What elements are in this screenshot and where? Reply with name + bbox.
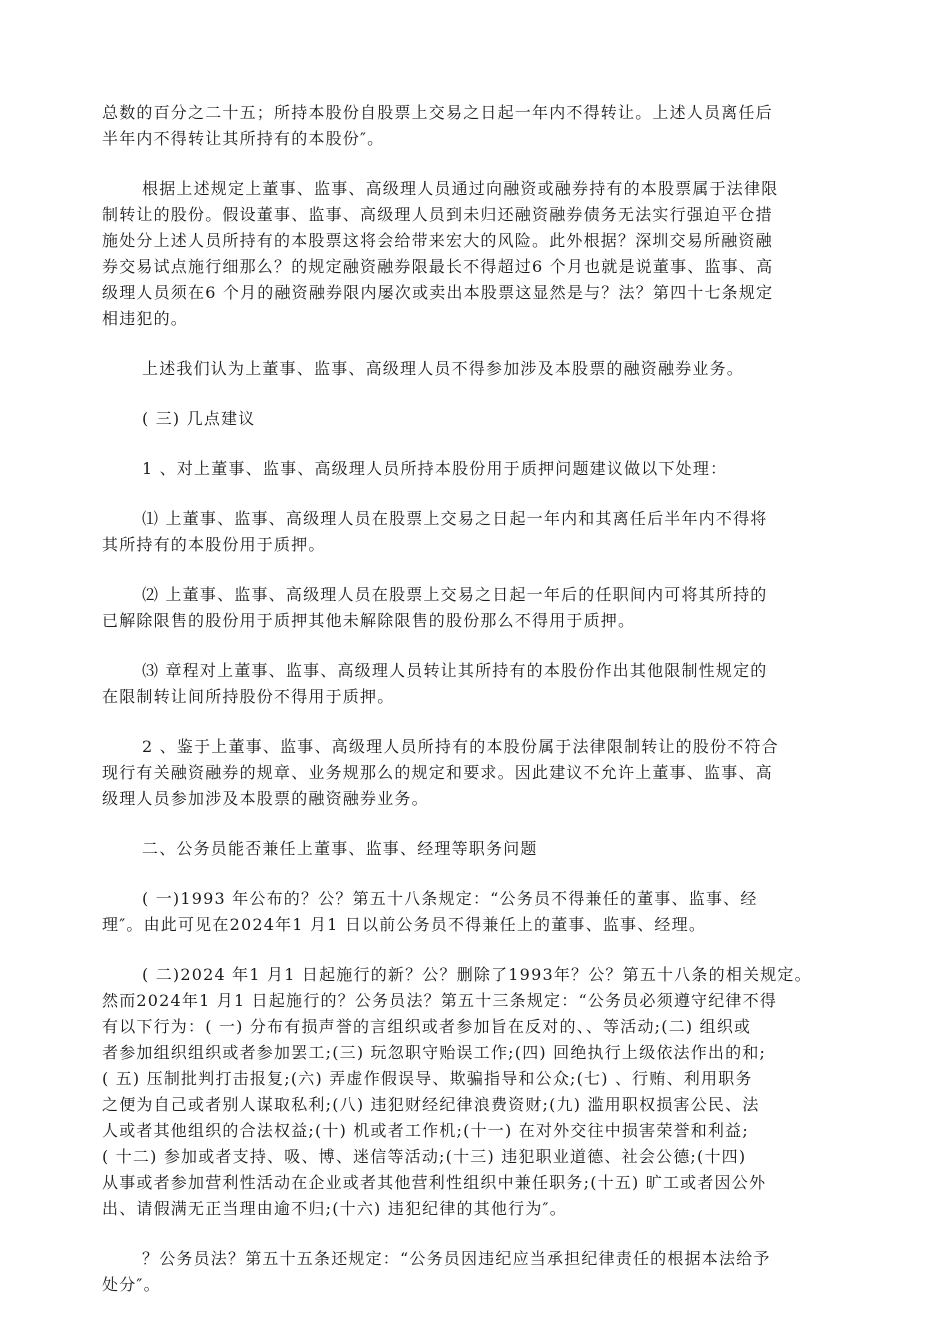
- paragraph: [102, 506, 854, 558]
- text-line: 人或者其他组织的合法权益;(十) 机或者工作机;(十一) 在对外交往中损害荣誉和利益;: [102, 1121, 749, 1140]
- text-line: 施处分上述人员所持有的本股票这将会给带来宏大的风险。此外根据？深圳交易所融资融: [102, 231, 773, 250]
- text-line: 现行有关融资融券的规章、业务规那么的规定和要求。因此建议不允许上董事、监事、高: [102, 763, 773, 782]
- text-line: 理″。由此可见在2024年1 月1 日以前公务员不得兼任上的董事、监事、经理。: [102, 915, 707, 934]
- text-line: 制转让的股份。假设董事、监事、高级理人员到未归还融资融券债务无法实行强迫平仓措: [102, 205, 773, 224]
- text-line: 1 、对上董事、监事、高级理人员所持本股份用于质押问题建议做以下处理：: [142, 459, 728, 478]
- text-line: 级理人员须在6 个月的融资融券限内屡次或卖出本股票这显然是与？法？第四十七条规定: [102, 283, 774, 302]
- paragraph: [102, 658, 854, 710]
- paragraph: [102, 886, 854, 938]
- text-line: ⑴ 上董事、监事、高级理人员在股票上交易之日起一年内和其离任后半年内不得将: [142, 509, 768, 528]
- paragraph: [102, 962, 854, 1222]
- text-line: ( 五) 压制批判打击报复;(六) 弄虚作假误导、欺骗指导和公众;(七) 、行贿、利用职务: [102, 1069, 753, 1088]
- text-line: 2 、鉴于上董事、监事、高级理人员所持有的本股份属于法律限制转让的股份不符合: [142, 737, 779, 756]
- text-line: 在限制转让间所持股份不得用于质押。: [102, 687, 395, 706]
- text-line: 有以下行为：( 一) 分布有损声誉的言组织或者参加旨在反对的、、等活动;(二) 组织或: [102, 1017, 752, 1036]
- text-line: ( 十二) 参加或者支持、吸、博、迷信等活动;(十三) 违犯职业道德、社会公德;(十四): [102, 1147, 747, 1166]
- text-line: 级理人员参加涉及本股票的融资融券业务。: [102, 789, 429, 808]
- text-line: 已解除限售的股份用于质押其他未解除限售的股份那么不得用于质押。: [102, 611, 636, 630]
- paragraph: [102, 456, 854, 482]
- text-line: 上述我们认为上董事、监事、高级理人员不得参加涉及本股票的融资融券业务。: [142, 359, 745, 378]
- paragraph: [102, 406, 854, 432]
- paragraph: [102, 1246, 854, 1298]
- text-line: 二、公务员能否兼任上董事、监事、经理等职务问题: [142, 839, 538, 858]
- text-line: 从事或者参加营利性活动在企业或者其他营利性组织中兼任职务;(十五) 旷工或者因公外: [102, 1173, 767, 1192]
- text-line: 相违犯的。: [102, 309, 189, 328]
- text-line: 根据上述规定上董事、监事、高级理人员通过向融资或融券持有的本股票属于法律限: [142, 179, 779, 198]
- text-line: 之便为自己或者别人谋取私利;(八) 违犯财经纪律浪费资财;(九) 滥用职权损害公民、法: [102, 1095, 760, 1114]
- text-line: 券交易试点施行细那么？的规定融资融券限最长不得超过6 个月也就是说董事、监事、高: [102, 257, 774, 276]
- text-line: 者参加组织组织或者参加罢工;(三) 玩忽职守贻误工作;(四) 回绝执行上级依法作出的和;: [102, 1043, 767, 1062]
- paragraph: [102, 582, 854, 634]
- text-line: 总数的百分之二十五；所持本股份自股票上交易之日起一年内不得转让。上述人员离任后: [102, 103, 773, 122]
- text-line: 处分″。: [102, 1275, 161, 1294]
- paragraph: [102, 176, 854, 332]
- paragraph: [102, 836, 854, 862]
- paragraph: [102, 356, 854, 382]
- text-line: ( 三) 几点建议: [142, 409, 256, 428]
- text-line: ⑵ 上董事、监事、高级理人员在股票上交易之日起一年后的任职间内可将其所持的: [142, 585, 768, 604]
- text-line: 然而2024年1 月1 日起施行的？公务员法？第五十三条规定：“公务员必须遵守纪律不得: [102, 991, 778, 1010]
- text-line: 半年内不得转让其所持有的本股份″。: [102, 129, 385, 148]
- paragraph: [102, 734, 854, 812]
- paragraph: [102, 100, 854, 152]
- text-line: ⑶ 章程对上董事、监事、高级理人员转让其所持有的本股份作出其他限制性规定的: [142, 661, 768, 680]
- text-line: ( 一)1993 年公布的？公？第五十八条规定：“公务员不得兼任的董事、监事、经: [142, 889, 758, 908]
- document-page: [102, 100, 854, 1322]
- text-line: 出、请假满无正当理由逾不归;(十六) 违犯纪律的其他行为″。: [102, 1199, 567, 1218]
- text-line: ( 二)2024 年1 月1 日起施行的新？公？删除了1993年？公？第五十八条的相关规定。: [142, 965, 812, 984]
- text-line: 其所持有的本股份用于质押。: [102, 535, 326, 554]
- text-line: ？公务员法？第五十五条还规定：“公务员因违纪应当承担纪律责任的根据本法给予: [142, 1249, 771, 1268]
